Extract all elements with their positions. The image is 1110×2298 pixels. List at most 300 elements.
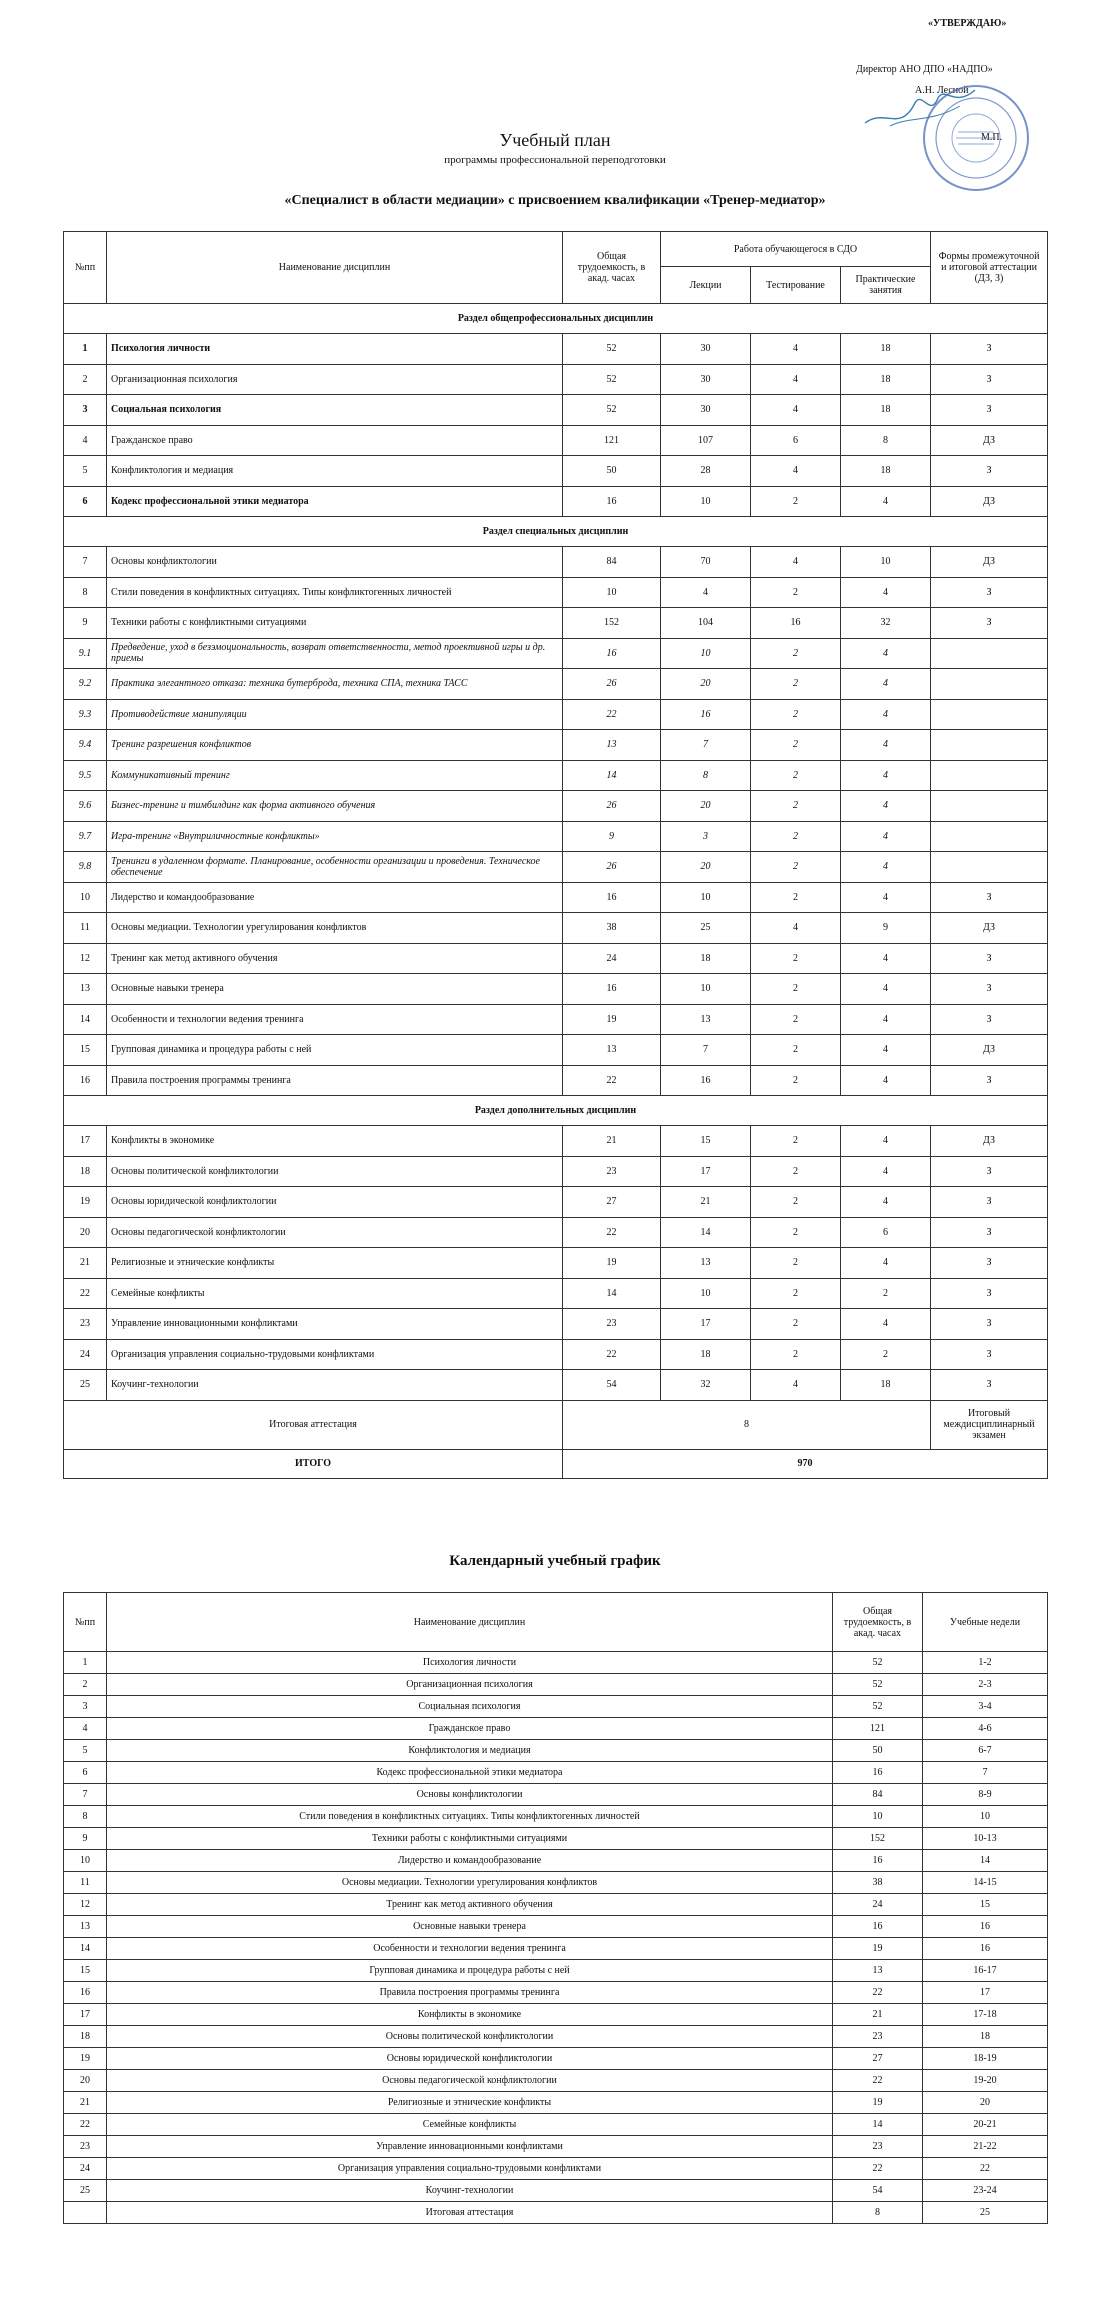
testing-hours: 2 xyxy=(751,1217,841,1248)
assessment-form: ДЗ xyxy=(931,547,1048,578)
row-number: 3 xyxy=(64,395,107,426)
section-heading: Раздел специальных дисциплин xyxy=(64,517,1048,547)
row-number: 23 xyxy=(64,1309,107,1340)
total-hours: 26 xyxy=(563,852,661,883)
discipline-name: Практика элегантного отказа: техника бутерброда, техника СПА, техника ТАСС xyxy=(107,669,563,700)
discipline-name: Коммуникативный тренинг xyxy=(107,760,563,791)
assessment-form: ДЗ xyxy=(931,913,1048,944)
total-hours: 10 xyxy=(563,577,661,608)
row-number: 8 xyxy=(64,577,107,608)
row-number: 14 xyxy=(64,1004,107,1035)
row-number: 9.2 xyxy=(64,669,107,700)
total-hours: 50 xyxy=(833,1740,923,1762)
row-number: 9.1 xyxy=(64,638,107,669)
table-row xyxy=(64,1187,1048,1218)
testing-hours: 2 xyxy=(751,974,841,1005)
testing-hours: 2 xyxy=(751,669,841,700)
schedule-row xyxy=(64,1696,1048,1718)
discipline-name: Техники работы с конфликтными ситуациями xyxy=(107,608,563,639)
study-weeks: 16 xyxy=(923,1916,1048,1938)
row-number: 11 xyxy=(64,913,107,944)
table-row xyxy=(64,913,1048,944)
discipline-name: Организация управления социально-трудовыми конфликтами xyxy=(107,2158,833,2180)
table-row xyxy=(64,791,1048,822)
practice-hours: 4 xyxy=(841,974,931,1005)
testing-hours: 4 xyxy=(751,395,841,426)
discipline-name: Гражданское право xyxy=(107,425,563,456)
lecture-hours: 16 xyxy=(661,699,751,730)
schedule-row xyxy=(64,2070,1048,2092)
row-number: 1 xyxy=(64,1652,107,1674)
approval-heading: «УТВЕРЖДАЮ» xyxy=(928,18,1007,29)
table-row xyxy=(64,1065,1048,1096)
row-number: 1 xyxy=(64,334,107,365)
row-number: 15 xyxy=(64,1035,107,1066)
study-weeks: 25 xyxy=(923,2202,1048,2224)
row-number: 8 xyxy=(64,1806,107,1828)
assessment-form: З xyxy=(931,1187,1048,1218)
row-number: 20 xyxy=(64,1217,107,1248)
discipline-name: Религиозные и этнические конфликты xyxy=(107,1248,563,1279)
section-heading: Раздел дополнительных дисциплин xyxy=(64,1096,1048,1126)
testing-hours: 2 xyxy=(751,1187,841,1218)
discipline-name: Техники работы с конфликтными ситуациями xyxy=(107,1828,833,1850)
col-testing-header: Тестирование xyxy=(751,267,841,304)
lecture-hours: 18 xyxy=(661,943,751,974)
testing-hours: 2 xyxy=(751,943,841,974)
discipline-name: Социальная психология xyxy=(107,395,563,426)
practice-hours: 4 xyxy=(841,730,931,761)
total-hours: 38 xyxy=(563,913,661,944)
col-forms-header: Формы промежуточной и итоговой аттестации (ДЗ, З) xyxy=(931,232,1048,304)
assessment-form: З xyxy=(931,1004,1048,1035)
lecture-hours: 10 xyxy=(661,882,751,913)
lecture-hours: 30 xyxy=(661,364,751,395)
study-weeks: 17 xyxy=(923,1982,1048,2004)
total-hours: 19 xyxy=(563,1004,661,1035)
total-hours: 52 xyxy=(833,1674,923,1696)
practice-hours: 4 xyxy=(841,486,931,517)
table-row xyxy=(64,730,1048,761)
discipline-name: Предведение, уход в безэмоциональность, возврат ответственности, метод проективной игры и др. приемы xyxy=(107,638,563,669)
discipline-name: Основы политической конфликтологии xyxy=(107,2026,833,2048)
practice-hours: 8 xyxy=(841,425,931,456)
lecture-hours: 3 xyxy=(661,821,751,852)
row-number: 9.7 xyxy=(64,821,107,852)
practice-hours: 4 xyxy=(841,1248,931,1279)
total-hours: 19 xyxy=(833,2092,923,2114)
total-hours: 152 xyxy=(563,608,661,639)
total-hours: 8 xyxy=(833,2202,923,2224)
schedule-row xyxy=(64,1960,1048,1982)
curriculum-table xyxy=(63,231,1048,1479)
assessment-form: З xyxy=(931,1217,1048,1248)
lecture-hours: 4 xyxy=(661,577,751,608)
final-attestation-label: Итоговая аттестация xyxy=(64,1400,563,1449)
discipline-name: Основы юридической конфликтологии xyxy=(107,2048,833,2070)
total-hours-value: 970 xyxy=(563,1449,1048,1478)
practice-hours: 4 xyxy=(841,882,931,913)
assessment-form: З xyxy=(931,1370,1048,1401)
total-hours: 27 xyxy=(563,1187,661,1218)
row-number: 11 xyxy=(64,1872,107,1894)
row-number: 13 xyxy=(64,974,107,1005)
discipline-name: Особенности и технологии ведения тренинга xyxy=(107,1004,563,1035)
testing-hours: 2 xyxy=(751,852,841,883)
total-hours: 16 xyxy=(563,974,661,1005)
study-weeks: 15 xyxy=(923,1894,1048,1916)
schedule-row xyxy=(64,1938,1048,1960)
table-row xyxy=(64,334,1048,365)
row-number: 14 xyxy=(64,1938,107,1960)
schedule-row xyxy=(64,1740,1048,1762)
testing-hours: 2 xyxy=(751,1004,841,1035)
testing-hours: 2 xyxy=(751,791,841,822)
total-hours: 23 xyxy=(833,2136,923,2158)
assessment-form: З xyxy=(931,1248,1048,1279)
total-hours: 52 xyxy=(833,1652,923,1674)
study-weeks: 2-3 xyxy=(923,1674,1048,1696)
testing-hours: 2 xyxy=(751,1309,841,1340)
study-weeks: 3-4 xyxy=(923,1696,1048,1718)
assessment-form xyxy=(931,638,1048,669)
assessment-form: З xyxy=(931,1309,1048,1340)
discipline-name: Кодекс профессиональной этики медиатора xyxy=(107,1762,833,1784)
testing-hours: 2 xyxy=(751,1339,841,1370)
total-hours: 24 xyxy=(833,1894,923,1916)
schedule-row xyxy=(64,1674,1048,1696)
row-number: 22 xyxy=(64,2114,107,2136)
assessment-form: З xyxy=(931,608,1048,639)
practice-hours: 4 xyxy=(841,852,931,883)
discipline-name: Игра-тренинг «Внутриличностные конфликты» xyxy=(107,821,563,852)
discipline-name: Основы медиации. Технологии урегулирования конфликтов xyxy=(107,913,563,944)
final-attestation-form: Итоговый междисциплинарный экзамен xyxy=(931,1400,1048,1449)
row-number: 6 xyxy=(64,1762,107,1784)
lecture-hours: 70 xyxy=(661,547,751,578)
total-hours: 19 xyxy=(833,1938,923,1960)
study-weeks: 17-18 xyxy=(923,2004,1048,2026)
practice-hours: 18 xyxy=(841,456,931,487)
row-number: 19 xyxy=(64,2048,107,2070)
discipline-name: Управление инновационными конфликтами xyxy=(107,2136,833,2158)
table-row xyxy=(64,577,1048,608)
total-hours: 16 xyxy=(833,1762,923,1784)
row-number: 20 xyxy=(64,2070,107,2092)
table-row xyxy=(64,638,1048,669)
table-row xyxy=(64,425,1048,456)
col-num-header: №пп xyxy=(64,232,107,304)
total-hours: 23 xyxy=(833,2026,923,2048)
practice-hours: 2 xyxy=(841,1339,931,1370)
row-number: 18 xyxy=(64,2026,107,2048)
lecture-hours: 21 xyxy=(661,1187,751,1218)
total-hours: 22 xyxy=(563,1339,661,1370)
assessment-form xyxy=(931,760,1048,791)
lecture-hours: 20 xyxy=(661,669,751,700)
table-row xyxy=(64,1309,1048,1340)
total-hours: 54 xyxy=(563,1370,661,1401)
total-hours: 22 xyxy=(833,2070,923,2092)
row-number: 23 xyxy=(64,2136,107,2158)
total-hours: 14 xyxy=(833,2114,923,2136)
testing-hours: 2 xyxy=(751,638,841,669)
practice-hours: 4 xyxy=(841,943,931,974)
total-hours: 16 xyxy=(563,486,661,517)
practice-hours: 4 xyxy=(841,1309,931,1340)
total-hours: 22 xyxy=(833,1982,923,2004)
lecture-hours: 10 xyxy=(661,638,751,669)
discipline-name: Итоговая аттестация xyxy=(107,2202,833,2224)
table-row xyxy=(64,1339,1048,1370)
total-hours: 84 xyxy=(833,1784,923,1806)
discipline-name: Особенности и технологии ведения тренинга xyxy=(107,1938,833,1960)
practice-hours: 2 xyxy=(841,1278,931,1309)
row-number: 4 xyxy=(64,425,107,456)
practice-hours: 18 xyxy=(841,1370,931,1401)
discipline-name: Стили поведения в конфликтных ситуациях. Типы конфликтогенных личностей xyxy=(107,1806,833,1828)
row-number: 9.5 xyxy=(64,760,107,791)
total-hours: 14 xyxy=(563,1278,661,1309)
schedule-row xyxy=(64,2136,1048,2158)
final-attestation-hours: 8 xyxy=(563,1400,931,1449)
testing-hours: 2 xyxy=(751,577,841,608)
total-label: ИТОГО xyxy=(64,1449,563,1478)
testing-hours: 2 xyxy=(751,1035,841,1066)
discipline-name: Конфликтология и медиация xyxy=(107,456,563,487)
discipline-name: Основные навыки тренера xyxy=(107,974,563,1005)
practice-hours: 4 xyxy=(841,577,931,608)
total-hours: 19 xyxy=(563,1248,661,1279)
discipline-name: Лидерство и командообразование xyxy=(107,882,563,913)
practice-hours: 4 xyxy=(841,1035,931,1066)
study-weeks: 23-24 xyxy=(923,2180,1048,2202)
assessment-form xyxy=(931,821,1048,852)
schedule-row xyxy=(64,2114,1048,2136)
document-subtitle: программы профессиональной переподготовки xyxy=(444,154,666,166)
row-number: 5 xyxy=(64,1740,107,1762)
row-number: 22 xyxy=(64,1278,107,1309)
discipline-name: Управление инновационными конфликтами xyxy=(107,1309,563,1340)
schedule-row xyxy=(64,1982,1048,2004)
testing-hours: 2 xyxy=(751,1278,841,1309)
study-weeks: 6-7 xyxy=(923,1740,1048,1762)
discipline-name: Психология личности xyxy=(107,1652,833,1674)
table-row xyxy=(64,1370,1048,1401)
total-hours: 38 xyxy=(833,1872,923,1894)
total-hours: 13 xyxy=(563,730,661,761)
practice-hours: 32 xyxy=(841,608,931,639)
total-hours: 84 xyxy=(563,547,661,578)
discipline-name: Психология личности xyxy=(107,334,563,365)
schedule-row xyxy=(64,1894,1048,1916)
sched-total-header: Общая трудоемкость, в акад. часах xyxy=(833,1593,923,1652)
table-row xyxy=(64,669,1048,700)
schedule-row xyxy=(64,2004,1048,2026)
study-weeks: 10 xyxy=(923,1806,1048,1828)
total-hours: 52 xyxy=(563,395,661,426)
schedule-row xyxy=(64,1850,1048,1872)
testing-hours: 2 xyxy=(751,821,841,852)
assessment-form: ДЗ xyxy=(931,486,1048,517)
total-hours: 22 xyxy=(563,1065,661,1096)
discipline-name: Тренинг как метод активного обучения xyxy=(107,943,563,974)
col-work-header: Работа обучающегося в СДО xyxy=(661,232,931,267)
schedule-row xyxy=(64,2092,1048,2114)
schedule-row xyxy=(64,2158,1048,2180)
total-hours: 21 xyxy=(833,2004,923,2026)
schedule-row xyxy=(64,1652,1048,1674)
schedule-table xyxy=(63,1592,1048,2224)
lecture-hours: 32 xyxy=(661,1370,751,1401)
schedule-row xyxy=(64,1828,1048,1850)
table-row xyxy=(64,1004,1048,1035)
discipline-name: Кодекс профессиональной этики медиатора xyxy=(107,486,563,517)
schedule-row xyxy=(64,2048,1048,2070)
row-number: 5 xyxy=(64,456,107,487)
discipline-name: Правила построения программы тренинга xyxy=(107,1065,563,1096)
study-weeks: 8-9 xyxy=(923,1784,1048,1806)
row-number: 16 xyxy=(64,1982,107,2004)
discipline-name: Конфликты в экономике xyxy=(107,1126,563,1157)
row-number: 18 xyxy=(64,1156,107,1187)
lecture-hours: 30 xyxy=(661,334,751,365)
schedule-row xyxy=(64,1784,1048,1806)
row-number: 9 xyxy=(64,608,107,639)
row-number: 9.4 xyxy=(64,730,107,761)
testing-hours: 2 xyxy=(751,730,841,761)
lecture-hours: 28 xyxy=(661,456,751,487)
total-hours: 24 xyxy=(563,943,661,974)
total-hours: 52 xyxy=(563,334,661,365)
schedule-row xyxy=(64,1718,1048,1740)
testing-hours: 4 xyxy=(751,364,841,395)
lecture-hours: 17 xyxy=(661,1156,751,1187)
practice-hours: 4 xyxy=(841,638,931,669)
study-weeks: 7 xyxy=(923,1762,1048,1784)
total-hours: 13 xyxy=(563,1035,661,1066)
discipline-name: Гражданское право xyxy=(107,1718,833,1740)
assessment-form: З xyxy=(931,974,1048,1005)
schedule-row xyxy=(64,1762,1048,1784)
col-practice-header: Практические занятия xyxy=(841,267,931,304)
assessment-form: З xyxy=(931,1065,1048,1096)
total-hours: 152 xyxy=(833,1828,923,1850)
row-number: 15 xyxy=(64,1960,107,1982)
row-number: 25 xyxy=(64,1370,107,1401)
discipline-name: Основы конфликтологии xyxy=(107,547,563,578)
testing-hours: 2 xyxy=(751,1065,841,1096)
testing-hours: 4 xyxy=(751,913,841,944)
practice-hours: 10 xyxy=(841,547,931,578)
table-row xyxy=(64,1035,1048,1066)
assessment-form: З xyxy=(931,1156,1048,1187)
section-heading: Раздел общепрофессиональных дисциплин xyxy=(64,304,1048,334)
discipline-name: Основы конфликтологии xyxy=(107,1784,833,1806)
assessment-form xyxy=(931,791,1048,822)
row-number xyxy=(64,2202,107,2224)
discipline-name: Организационная психология xyxy=(107,1674,833,1696)
assessment-form: З xyxy=(931,577,1048,608)
lecture-hours: 20 xyxy=(661,852,751,883)
row-number: 21 xyxy=(64,1248,107,1279)
total-hours: 21 xyxy=(563,1126,661,1157)
testing-hours: 4 xyxy=(751,547,841,578)
lecture-hours: 16 xyxy=(661,1065,751,1096)
total-hours: 26 xyxy=(563,669,661,700)
study-weeks: 1-2 xyxy=(923,1652,1048,1674)
table-row xyxy=(64,943,1048,974)
discipline-name: Групповая динамика и процедура работы с ней xyxy=(107,1960,833,1982)
practice-hours: 4 xyxy=(841,791,931,822)
row-number: 24 xyxy=(64,1339,107,1370)
total-hours: 23 xyxy=(563,1309,661,1340)
assessment-form xyxy=(931,669,1048,700)
discipline-name: Противодействие манипуляции xyxy=(107,699,563,730)
lecture-hours: 17 xyxy=(661,1309,751,1340)
study-weeks: 19-20 xyxy=(923,2070,1048,2092)
practice-hours: 18 xyxy=(841,334,931,365)
row-number: 9 xyxy=(64,1828,107,1850)
table-row xyxy=(64,1126,1048,1157)
total-hours: 13 xyxy=(833,1960,923,1982)
row-number: 6 xyxy=(64,486,107,517)
table-row xyxy=(64,974,1048,1005)
discipline-name: Тренинг как метод активного обучения xyxy=(107,1894,833,1916)
total-hours: 16 xyxy=(563,882,661,913)
sched-weeks-header: Учебные недели xyxy=(923,1593,1048,1652)
discipline-name: Религиозные и этнические конфликты xyxy=(107,2092,833,2114)
col-lectures-header: Лекции xyxy=(661,267,751,304)
assessment-form: З xyxy=(931,1339,1048,1370)
discipline-name: Основы медиации. Технологии урегулирования конфликтов xyxy=(107,1872,833,1894)
total-hours: 50 xyxy=(563,456,661,487)
table-row xyxy=(64,821,1048,852)
study-weeks: 14 xyxy=(923,1850,1048,1872)
row-number: 24 xyxy=(64,2158,107,2180)
row-number: 9.3 xyxy=(64,699,107,730)
testing-hours: 4 xyxy=(751,456,841,487)
row-number: 17 xyxy=(64,1126,107,1157)
discipline-name: Стили поведения в конфликтных ситуациях. Типы конфликтогенных личностей xyxy=(107,577,563,608)
discipline-name: Правила построения программы тренинга xyxy=(107,1982,833,2004)
lecture-hours: 107 xyxy=(661,425,751,456)
table-row xyxy=(64,1278,1048,1309)
row-number: 10 xyxy=(64,1850,107,1872)
schedule-row xyxy=(64,1916,1048,1938)
discipline-name: Семейные конфликты xyxy=(107,1278,563,1309)
row-number: 13 xyxy=(64,1916,107,1938)
testing-hours: 2 xyxy=(751,1156,841,1187)
practice-hours: 4 xyxy=(841,699,931,730)
lecture-hours: 7 xyxy=(661,1035,751,1066)
table-row xyxy=(64,547,1048,578)
assessment-form: ДЗ xyxy=(931,425,1048,456)
assessment-form: З xyxy=(931,334,1048,365)
discipline-name: Тренинги в удаленном формате. Планирование, особенности организации и проведения. Техническое обеспечение xyxy=(107,852,563,883)
sched-name-header: Наименование дисциплин xyxy=(107,1593,833,1652)
discipline-name: Основные навыки тренера xyxy=(107,1916,833,1938)
row-number: 9.6 xyxy=(64,791,107,822)
testing-hours: 2 xyxy=(751,882,841,913)
study-weeks: 18 xyxy=(923,2026,1048,2048)
row-number: 10 xyxy=(64,882,107,913)
row-number: 7 xyxy=(64,547,107,578)
total-hours: 52 xyxy=(833,1696,923,1718)
row-number: 7 xyxy=(64,1784,107,1806)
testing-hours: 2 xyxy=(751,1126,841,1157)
row-number: 9.8 xyxy=(64,852,107,883)
